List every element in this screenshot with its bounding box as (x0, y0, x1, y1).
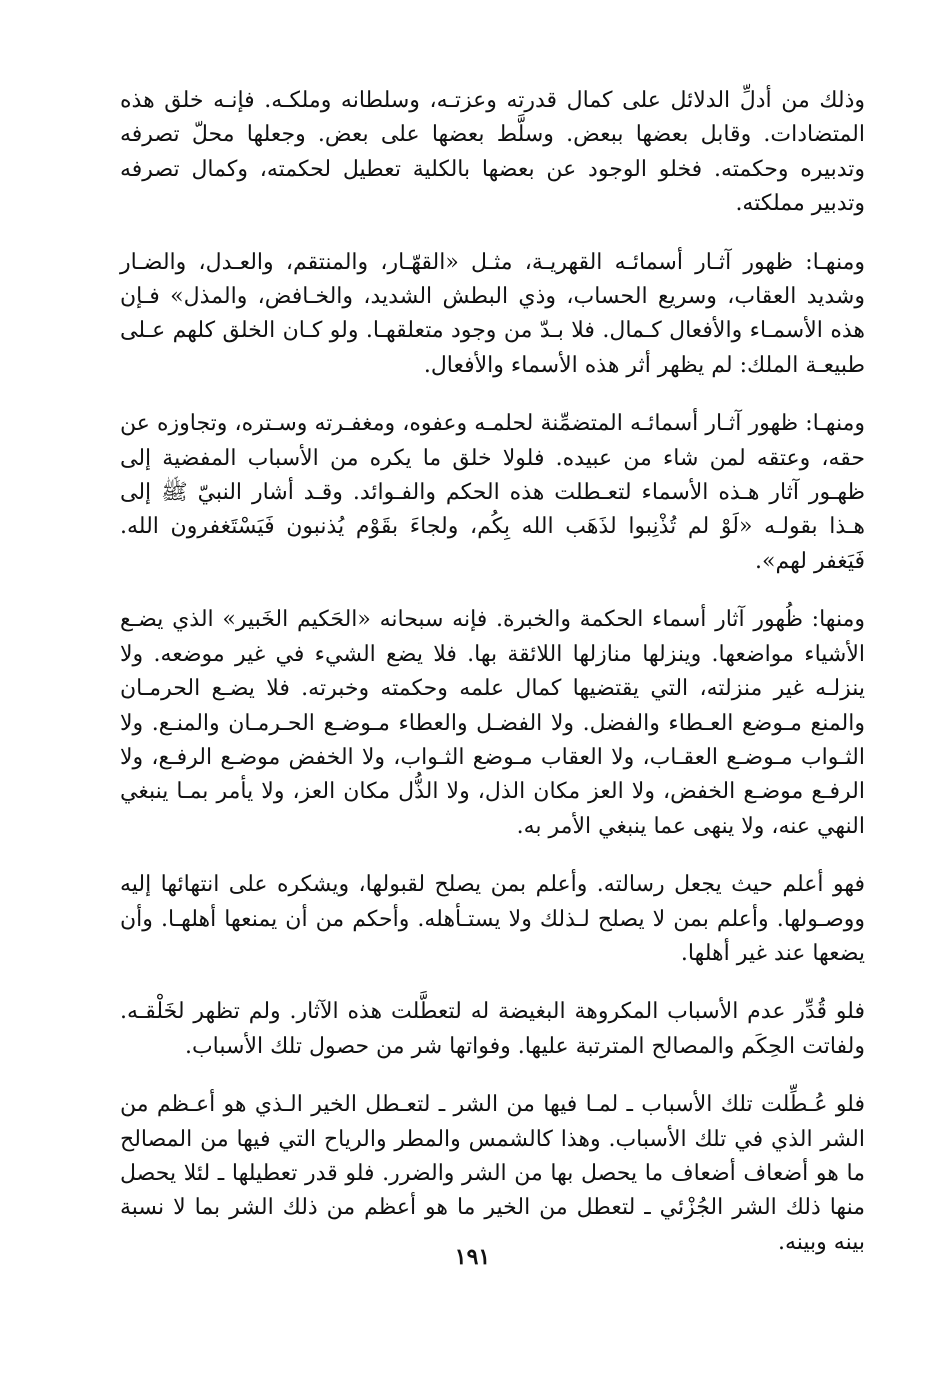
paragraph-3: ومنهـا: ظهور آثـار أسمائـه المتضمِّنة لحلمـه وعفوه، ومغفـرته وسـتره، وتجاوزه عن حقه، وعتقه لمن شاء من عبيده. فلولا خلق ما يكره من الأسباب المفضية إلى ظهـور آثار هـذه الأسماء لتعـطلت هذه الحكم والفـوائد. وقـد أشار النبيّ ﷺ إلى هـذا بقولـه «لَوْ لم تُذْنِبوا لذَهَب الله بِكُم، ولجاءَ بقَوْم يُذنبون فَيَسْتَغفرون الله. فَيَغفر لهم». (120, 411, 865, 574)
paragraph-1: وذلك من أدلِّ الدلائل على كمال قدرته وعزتـه، وسلطانه وملكـه. فإنـه خلق هذه المتضادات. وقابل بعضها ببعض. وسلَّط بعضها على بعض. وجعلها محلّ تصرفه وتدبيره وحكمته. فخلو الوجود عن بعضها بالكلية تعطيل لحكمته، وكمال تصرفه وتدبير مملكته. (120, 88, 865, 217)
paragraph-5: فهو أعلم حيث يجعل رسالته. وأعلم بمن يصلح لقبولها، ويشكره على انتهائها إليه ووصـولها. وأعلم بمن لا يصلح لـذلك ولا يستـأهله. وأحكم من أن يمنعها أهلهـا. وأن يضعها عند غير أهلها. (120, 872, 865, 966)
page-number: ١٩١ (454, 1244, 491, 1270)
paragraph-2: ومنهـا: ظهور آثـار أسمائـه القهريـة، مثـل «القهّـار، والمنتقم، والعـدل، والضـار وشديد العقاب، وسريع الحساب، وذي البطش الشديد، والخـافض، والمذل» فـإن هذه الأسمـاء والأفعال كـمال. فلا بـدّ من وجود متعلقهـا. ولو كـان الخلق كلهم عـلى طبيعـة الملك: لم يظهر أثر هذه الأسماء والأفعال. (120, 249, 865, 378)
paragraph-6: فلو قُدِّر عدم الأسباب المكروهة البغيضة له لتعطَّلت هذه الآثار. ولم تظهر لخَلْقـه. ولفاتت الحِكَم والمصالح المترتبة عليها. وفواتها شر من حصول تلك الأسباب. (120, 999, 865, 1059)
paragraph-7: فلو عُـطِّلت تلك الأسباب ـ لمـا فيها من الشر ـ لتعـطل الخير الـذي هو أعـظم من الشر الذي في تلك الأسباب. وهذا كالشمس والمطر والرياح التي فيها من المصالح ما هو أضعاف أضعاف ما يحصل بها من الشر والضرر. فلو قدر تعطيلها ـ لئلا يحصل منها ذلك الشر الجُزْئي ـ لتعطل من الخير ما هو أعظم من ذلك الشر بما لا نسبة بينه وبينه. (120, 1092, 865, 1255)
body-text (120, 84, 865, 1284)
paragraph-4: ومنها: ظُهور آثار أسماء الحكمة والخبرة. فإنه سبحانه «الحَكيم الخَبير» الذي يضـع الأشياء مواضعها. وينزلها منازلها اللائقة بها. فلا يضع الشيء في غير موضعه. ولا ينزلـه غير منزلته، التي يقتضيها كمال علمه وحكمته وخبرته. فلا يضـع الحرمـان والمنع مـوضع العـطاء والفضل. ولا الفضـل والعطاء مـوضـع الحـرمـان والمنـع. ولا الثـواب مـوضـع العقـاب، ولا العقاب مـوضع الثـواب، ولا الخفض موضـع الرفـع، ولا الرفـع موضـع الخفض، ولا العز مكان الذل، ولا الذُّل مكان العز، ولا يأمر بمـا ينبغي النهي عنه، ولا ينهى عما ينبغي الأمر به. (120, 607, 865, 839)
